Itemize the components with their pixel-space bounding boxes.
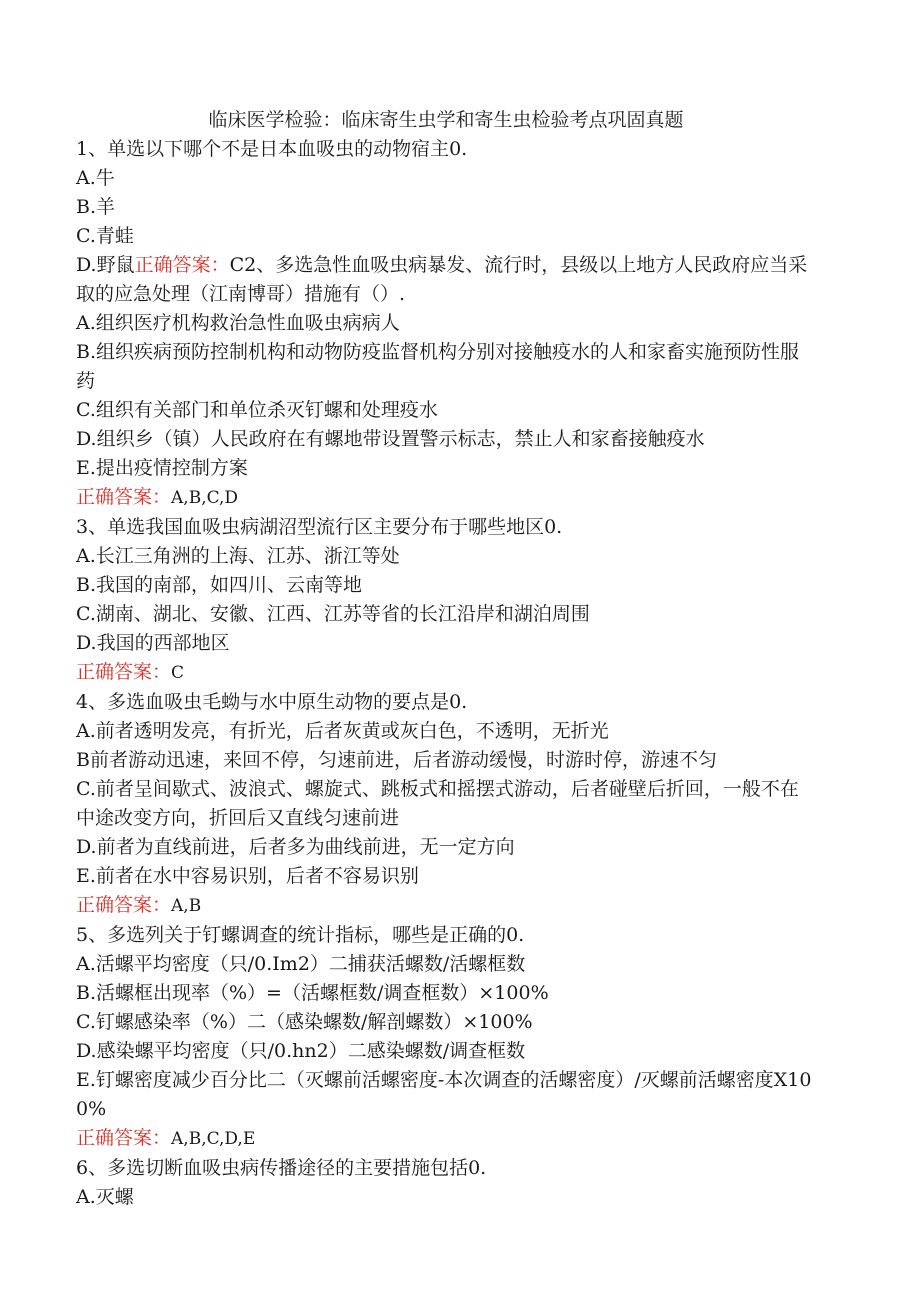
q5-stem: 5、多选列关于钉螺调查的统计指标，哪些是正确的0. — [76, 924, 525, 946]
q4-option-d: D.前者为直线前进，后者多为曲线前进，无一定方向 — [76, 836, 515, 858]
answer-label: 正确答案： — [76, 661, 172, 683]
q4-answer — [76, 891, 816, 921]
q2-option-c: C.组织有关部门和单位杀灭钉螺和处理疫水 — [76, 399, 438, 421]
q1-option-c: C.青蛙 — [76, 225, 134, 247]
q1-option-a: A.牛 — [76, 167, 115, 189]
q3-answer-value: C — [171, 663, 185, 683]
q6-option-a: A.灭螺 — [76, 1186, 134, 1208]
q1-option-d — [76, 251, 816, 309]
q4-option-e: E.前者在水中容易识别，后者不容易识别 — [76, 865, 419, 887]
q2-option-d: D.组织乡（镇）人民政府在有螺地带设置警示标志，禁止人和家畜接触疫水 — [76, 428, 705, 450]
q2-option-b: B.组织疾病预防控制机构和动物防疫监督机构分别对接触疫水的人和家畜实施预防性服药 — [76, 341, 800, 392]
q4-stem: 4、多选血吸虫毛蚴与水中原生动物的要点是0. — [76, 691, 468, 713]
q2-answer-value: A,B,C,D — [171, 488, 239, 508]
answer-label: 正确答案： — [76, 1127, 172, 1149]
q4-option-c: C.前者呈间歇式、波浪式、螺旋式、跳板式和摇摆式游动，后者碰壁后折回，一般不在中途改变方向，折回后又直线匀速前进 — [76, 778, 799, 829]
q4-option-b: B前者游动迅速，来回不停，匀速前进，后者游动缓慢，时游时停，游速不匀 — [76, 749, 717, 771]
q5-option-c: C.钉螺感染率（%）二（感染螺数/解剖螺数）×100% — [76, 1011, 533, 1033]
answer-label: 正确答案： — [134, 254, 230, 276]
q5-option-b: B.活螺框出现率（%）=（活螺框数/调查框数）×100% — [76, 982, 549, 1004]
q3-stem: 3、单选我国血吸虫病湖沼型流行区主要分布于哪些地区0. — [76, 516, 563, 538]
q3-option-c: C.湖南、湖北、安徽、江西、江苏等省的长江沿岸和湖泊周围 — [76, 603, 590, 625]
q5-answer-value: A,B,C,D,E — [171, 1129, 256, 1149]
q1-option-d-text: D.野鼠 — [76, 254, 135, 276]
q4-option-a: A.前者透明发亮，有折光，后者灰黄或灰白色，不透明，无折光 — [76, 720, 609, 742]
document-page — [76, 106, 816, 1212]
q5-option-d: D.感染螺平均密度（只/0.hn2）二感染螺数/调查框数 — [76, 1040, 526, 1062]
q1-answer-and-q2-stem: C2、多选急性血吸虫病暴发、流行时，县级以上地方人民政府应当采取的应急处理（江南博哥）措施有（）. — [76, 254, 808, 305]
document-title: 临床医学检验：临床寄生虫学和寄生虫检验考点巩固真题 — [208, 109, 684, 131]
answer-label: 正确答案： — [76, 486, 172, 508]
q2-option-a: A.组织医疗机构救治急性血吸虫病病人 — [76, 312, 400, 334]
q6-stem: 6、多选切断血吸虫病传播途径的主要措施包括0. — [76, 1157, 487, 1179]
answer-label: 正确答案： — [76, 894, 172, 916]
q3-answer — [76, 658, 816, 688]
q5-option-a: A.活螺平均密度（只/0.Im2）二捕获活螺数/活螺框数 — [76, 953, 526, 975]
q2-answer — [76, 483, 816, 513]
q3-option-b: B.我国的南部，如四川、云南等地 — [76, 574, 363, 596]
q1-stem: 1、单选以下哪个不是日本血吸虫的动物宿主0. — [76, 138, 468, 160]
q4-answer-value: A,B — [171, 896, 202, 916]
q2-option-e: E.提出疫情控制方案 — [76, 457, 248, 479]
q3-option-d: D.我国的西部地区 — [76, 632, 230, 654]
q1-option-b: B.羊 — [76, 196, 116, 218]
q5-option-e: E.钉螺密度减少百分比二（灭螺前活螺密度-本次调查的活螺密度）/灭螺前活螺密度X100% — [76, 1069, 812, 1120]
q3-option-a: A.长江三角洲的上海、江苏、浙江等处 — [76, 545, 400, 567]
q5-answer — [76, 1124, 816, 1154]
